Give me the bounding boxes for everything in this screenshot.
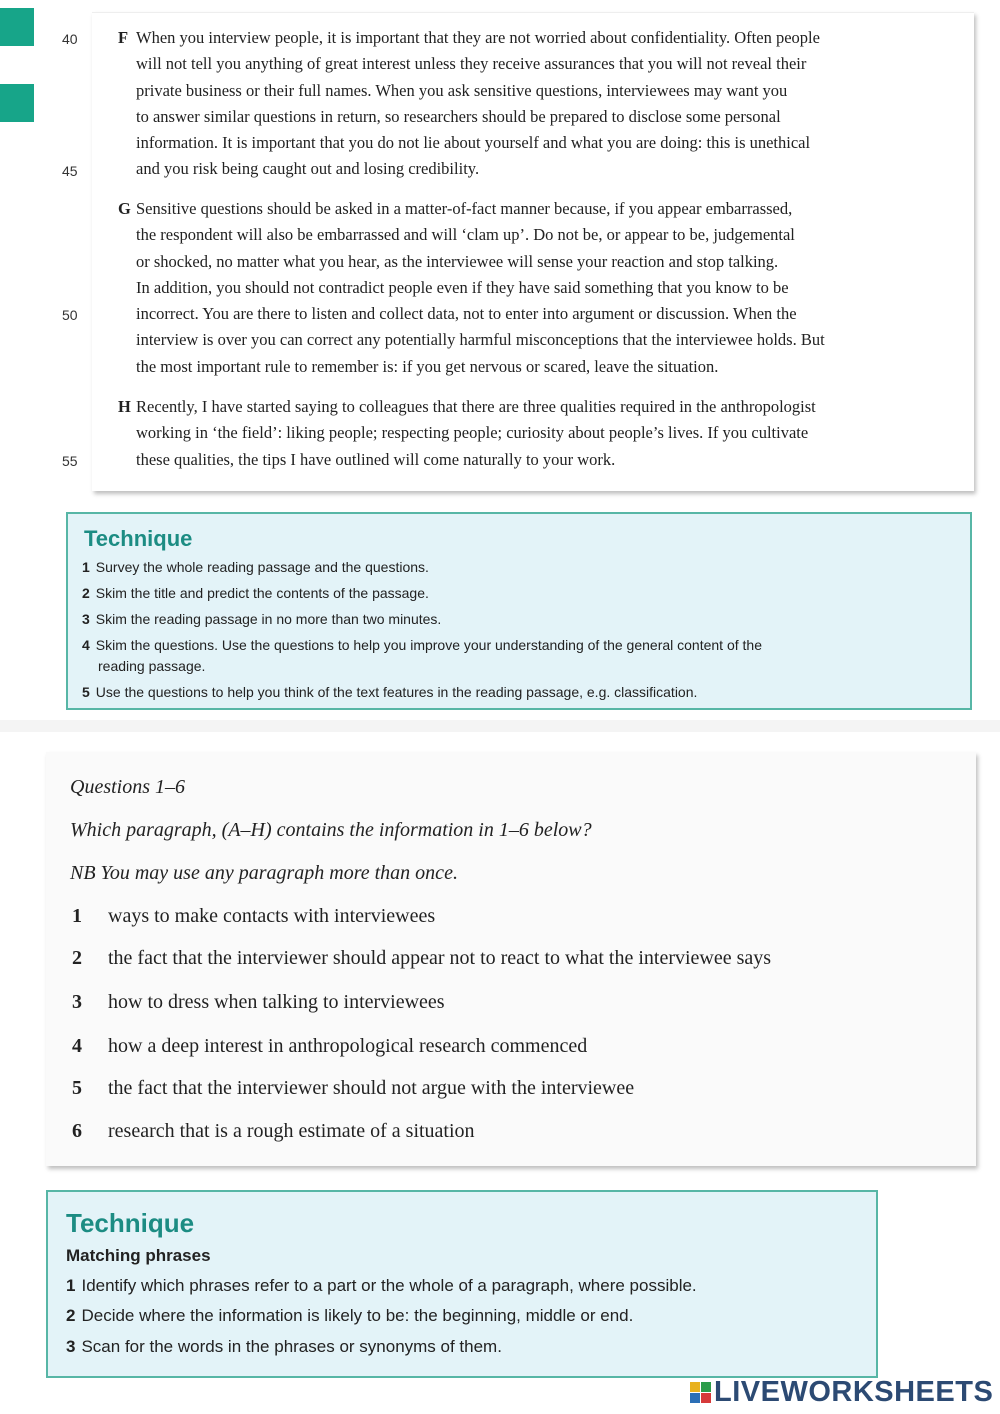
line-number: 40 <box>62 31 78 47</box>
paragraph-letter: G <box>118 199 131 218</box>
green-tab-marker <box>0 8 34 46</box>
passage-line: the most important rule to remember is: if you get nervous or scared, leave the situation. <box>136 356 719 376</box>
passage-line: these qualities, the tips I have outlined will come naturally to your work. <box>136 449 616 469</box>
question-item[interactable]: 5 the fact that the interviewer should not argue with the interviewee <box>72 1077 635 1099</box>
line-number: 50 <box>62 307 78 323</box>
passage-line: the respondent will also be embarrassed and will ‘clam up’. Do not be, or appear to be, judgemental <box>136 225 795 245</box>
passage-line: information. It is important that you do not lie about yourself and what you are doing: this is unethical <box>136 133 811 153</box>
technique-step: 5 Use the questions to help you think of the text features in the reading passage, e.g. classification. <box>82 684 698 700</box>
line-number: 55 <box>62 453 78 469</box>
passage-line: Sensitive questions should be asked in a matter-of-fact manner because, if you appear embarrassed, <box>136 199 793 218</box>
passage-line: In addition, you should not contradict people even if they have said something that you know to be <box>136 277 789 297</box>
paragraph-h <box>118 394 948 473</box>
paragraph-letter: H <box>118 397 131 416</box>
technique-subtitle: Matching phrases <box>66 1246 211 1265</box>
passage-line: Recently, I have started saying to colleagues that there are three qualities required in the anthropologist <box>136 397 816 416</box>
technique-step: 4 Skim the questions. Use the questions to help you improve your understanding of the general content of the <box>82 637 762 653</box>
technique-title: Technique <box>84 526 193 551</box>
liveworksheets-icon <box>690 1382 711 1403</box>
passage-line: interview is over you can correct any potentially harmful misconceptions that the interviewee holds. But <box>136 330 825 350</box>
technique-title: Technique <box>66 1208 195 1238</box>
passage-line: working in ‘the field’: liking people; respecting people; curiosity about people’s lives. If you cultivate <box>136 423 809 443</box>
paragraph-letter: F <box>118 28 129 47</box>
technique-step: 3 Skim the reading passage in no more than two minutes. <box>82 611 442 627</box>
technique-step: 3 Scan for the words in the phrases or synonyms of them. <box>66 1337 502 1356</box>
question-item[interactable]: 3 how to dress when talking to interviewees <box>72 991 445 1013</box>
passage-line: will not tell you anything of great interest unless they receive assurances that you will not reveal their <box>136 54 807 74</box>
technique-box-reading <box>66 512 972 710</box>
technique-step: 2 Decide where the information is likely to be: the beginning, middle or end. <box>66 1306 634 1325</box>
technique-step: 2 Skim the title and predict the contents of the passage. <box>82 585 429 601</box>
brand-text: LIVEWORKSHEETS <box>714 1376 994 1408</box>
questions-instruction: Which paragraph, (A–H) contains the information in 1–6 below? <box>70 819 592 841</box>
paragraph-g <box>118 196 948 380</box>
green-tab-marker <box>0 84 34 122</box>
question-item[interactable]: 4 how a deep interest in anthropological research commenced <box>72 1035 588 1057</box>
questions-note: NB You may use any paragraph more than once. <box>70 862 458 884</box>
passage-line: or shocked, no matter what you hear, as the interviewee will sense your reaction and stop talking. <box>136 251 779 271</box>
question-item[interactable]: 1 ways to make contacts with interviewees <box>72 905 436 927</box>
passage-line: private business or their full names. When you ask sensitive questions, interviewees may want you <box>136 80 788 100</box>
questions-heading: Questions 1–6 <box>70 776 185 798</box>
technique-step-continuation: reading passage. <box>98 658 206 674</box>
paragraph-f <box>118 25 948 183</box>
passage-line: incorrect. You are there to listen and collect data, not to enter into argument or discussion. When the <box>136 304 797 324</box>
section-divider <box>0 720 1000 732</box>
question-item[interactable]: 2 the fact that the interviewer should appear not to react to what the interviewee says <box>72 947 772 969</box>
passage-line: to answer similar questions in return, so researchers should be prepared to disclose some personal <box>136 106 781 126</box>
technique-step: 1 Survey the whole reading passage and the questions. <box>82 559 429 575</box>
line-number: 45 <box>62 163 78 179</box>
question-item[interactable]: 6 research that is a rough estimate of a situation <box>72 1120 475 1142</box>
technique-step: 1 Identify which phrases refer to a part or the whole of a paragraph, where possible. <box>66 1276 697 1295</box>
liveworksheets-logo[interactable] <box>690 1376 993 1409</box>
passage-line: and you risk being caught out and losing credibility. <box>136 159 480 179</box>
technique-box-matching <box>46 1190 878 1378</box>
passage-line: When you interview people, it is important that they are not worried about confidentiality. Often people <box>136 28 820 47</box>
